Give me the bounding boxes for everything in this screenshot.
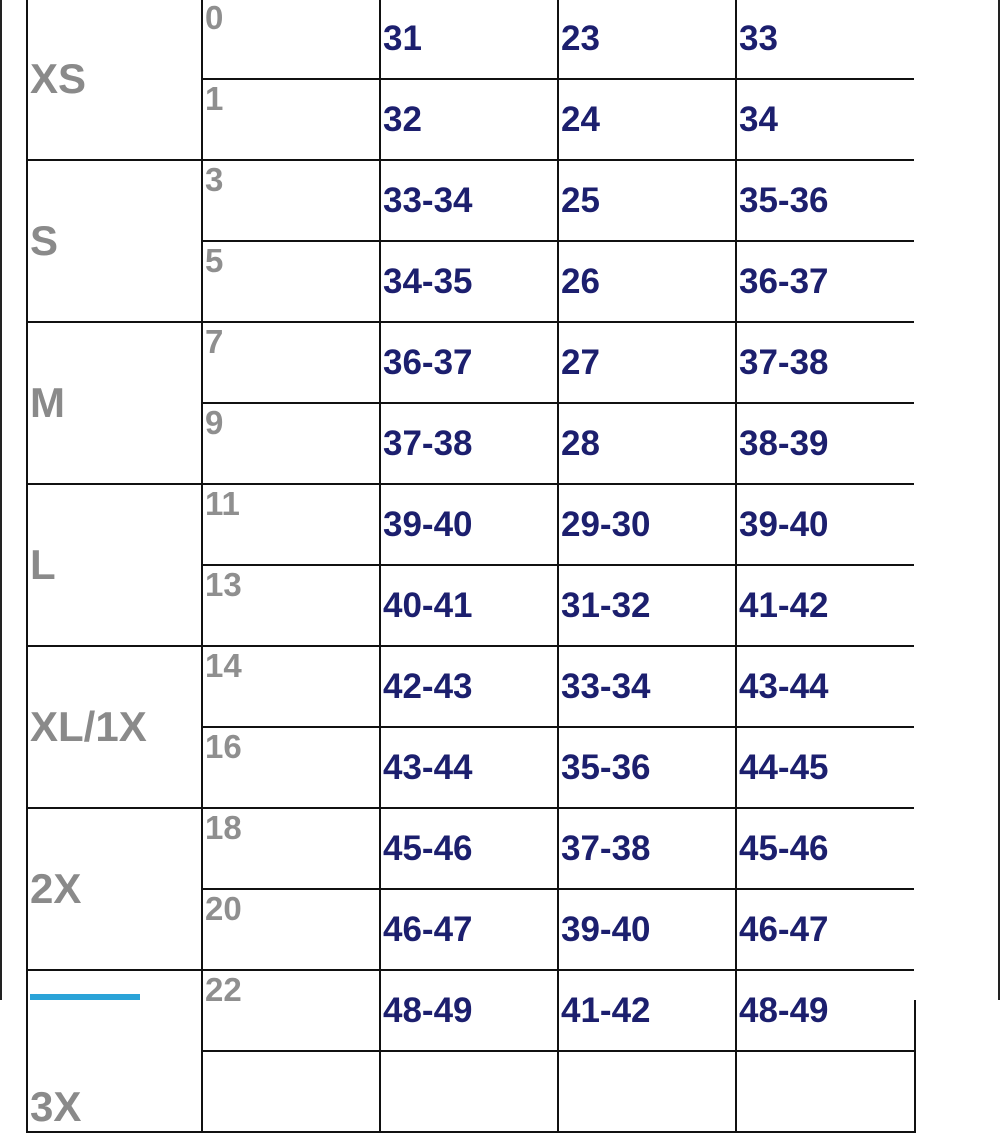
- measurement-a: 34-35: [380, 241, 558, 322]
- measurement-a: 36-37: [380, 322, 558, 403]
- size-number: 7: [202, 322, 380, 403]
- size-label-m: M: [27, 322, 202, 484]
- size-number: 5: [202, 241, 380, 322]
- measurement-c: 37-38: [736, 322, 915, 403]
- measurement-b: 27: [558, 322, 736, 403]
- scroll-indicator: [30, 994, 140, 1000]
- measurement-b: 23: [558, 0, 736, 79]
- measurement-b: 31-32: [558, 565, 736, 646]
- table-row: [27, 970, 915, 1051]
- measurement-b: 25: [558, 160, 736, 241]
- right-margin: [914, 0, 1000, 1000]
- table-row: [27, 160, 915, 241]
- measurement-b: 33-34: [558, 646, 736, 727]
- measurement-b: 39-40: [558, 889, 736, 970]
- measurement-a: 43-44: [380, 727, 558, 808]
- measurement-b: 26: [558, 241, 736, 322]
- size-label-xs: XS: [27, 0, 202, 160]
- table-row: [27, 484, 915, 565]
- size-label-2x: 2X: [27, 808, 202, 970]
- size-number: 22: [202, 970, 380, 1051]
- size-label-xl-1x: XL/1X: [27, 646, 202, 808]
- size-number: 11: [202, 484, 380, 565]
- size-number: 18: [202, 808, 380, 889]
- size-table: [26, 0, 916, 1133]
- size-number: 20: [202, 889, 380, 970]
- measurement-b: [558, 1051, 736, 1132]
- measurement-b: 29-30: [558, 484, 736, 565]
- measurement-c: 44-45: [736, 727, 915, 808]
- measurement-a: 39-40: [380, 484, 558, 565]
- measurement-a: 40-41: [380, 565, 558, 646]
- measurement-a: 45-46: [380, 808, 558, 889]
- measurement-a: 48-49: [380, 970, 558, 1051]
- measurement-b: 35-36: [558, 727, 736, 808]
- size-number: 1: [202, 79, 380, 160]
- table-row: [27, 808, 915, 889]
- measurement-c: 43-44: [736, 646, 915, 727]
- size-chart: [26, 0, 914, 1133]
- measurement-c: 33: [736, 0, 915, 79]
- measurement-a: 31: [380, 0, 558, 79]
- measurement-c: 34: [736, 79, 915, 160]
- measurement-c: 35-36: [736, 160, 915, 241]
- size-number: 3: [202, 160, 380, 241]
- measurement-b: 37-38: [558, 808, 736, 889]
- measurement-c: 36-37: [736, 241, 915, 322]
- table-row: [27, 0, 915, 79]
- measurement-b: 41-42: [558, 970, 736, 1051]
- measurement-a: 32: [380, 79, 558, 160]
- size-label-3x: 3X: [27, 970, 202, 1132]
- measurement-a: [380, 1051, 558, 1132]
- size-number: [202, 1051, 380, 1132]
- measurement-a: 37-38: [380, 403, 558, 484]
- size-number: 13: [202, 565, 380, 646]
- size-number: 0: [202, 0, 380, 79]
- measurement-c: 46-47: [736, 889, 915, 970]
- table-row: [27, 322, 915, 403]
- measurement-c: 38-39: [736, 403, 915, 484]
- measurement-c: 48-49: [736, 970, 915, 1051]
- measurement-c: 39-40: [736, 484, 915, 565]
- size-number: 16: [202, 727, 380, 808]
- measurement-a: 42-43: [380, 646, 558, 727]
- measurement-a: 46-47: [380, 889, 558, 970]
- measurement-c: 45-46: [736, 808, 915, 889]
- table-row: [27, 646, 915, 727]
- measurement-b: 28: [558, 403, 736, 484]
- measurement-b: 24: [558, 79, 736, 160]
- measurement-c: [736, 1051, 915, 1132]
- measurement-c: 41-42: [736, 565, 915, 646]
- size-number: 9: [202, 403, 380, 484]
- size-label-s: S: [27, 160, 202, 322]
- measurement-a: 33-34: [380, 160, 558, 241]
- size-number: 14: [202, 646, 380, 727]
- left-frame-line: [0, 0, 2, 1000]
- size-label-l: L: [27, 484, 202, 646]
